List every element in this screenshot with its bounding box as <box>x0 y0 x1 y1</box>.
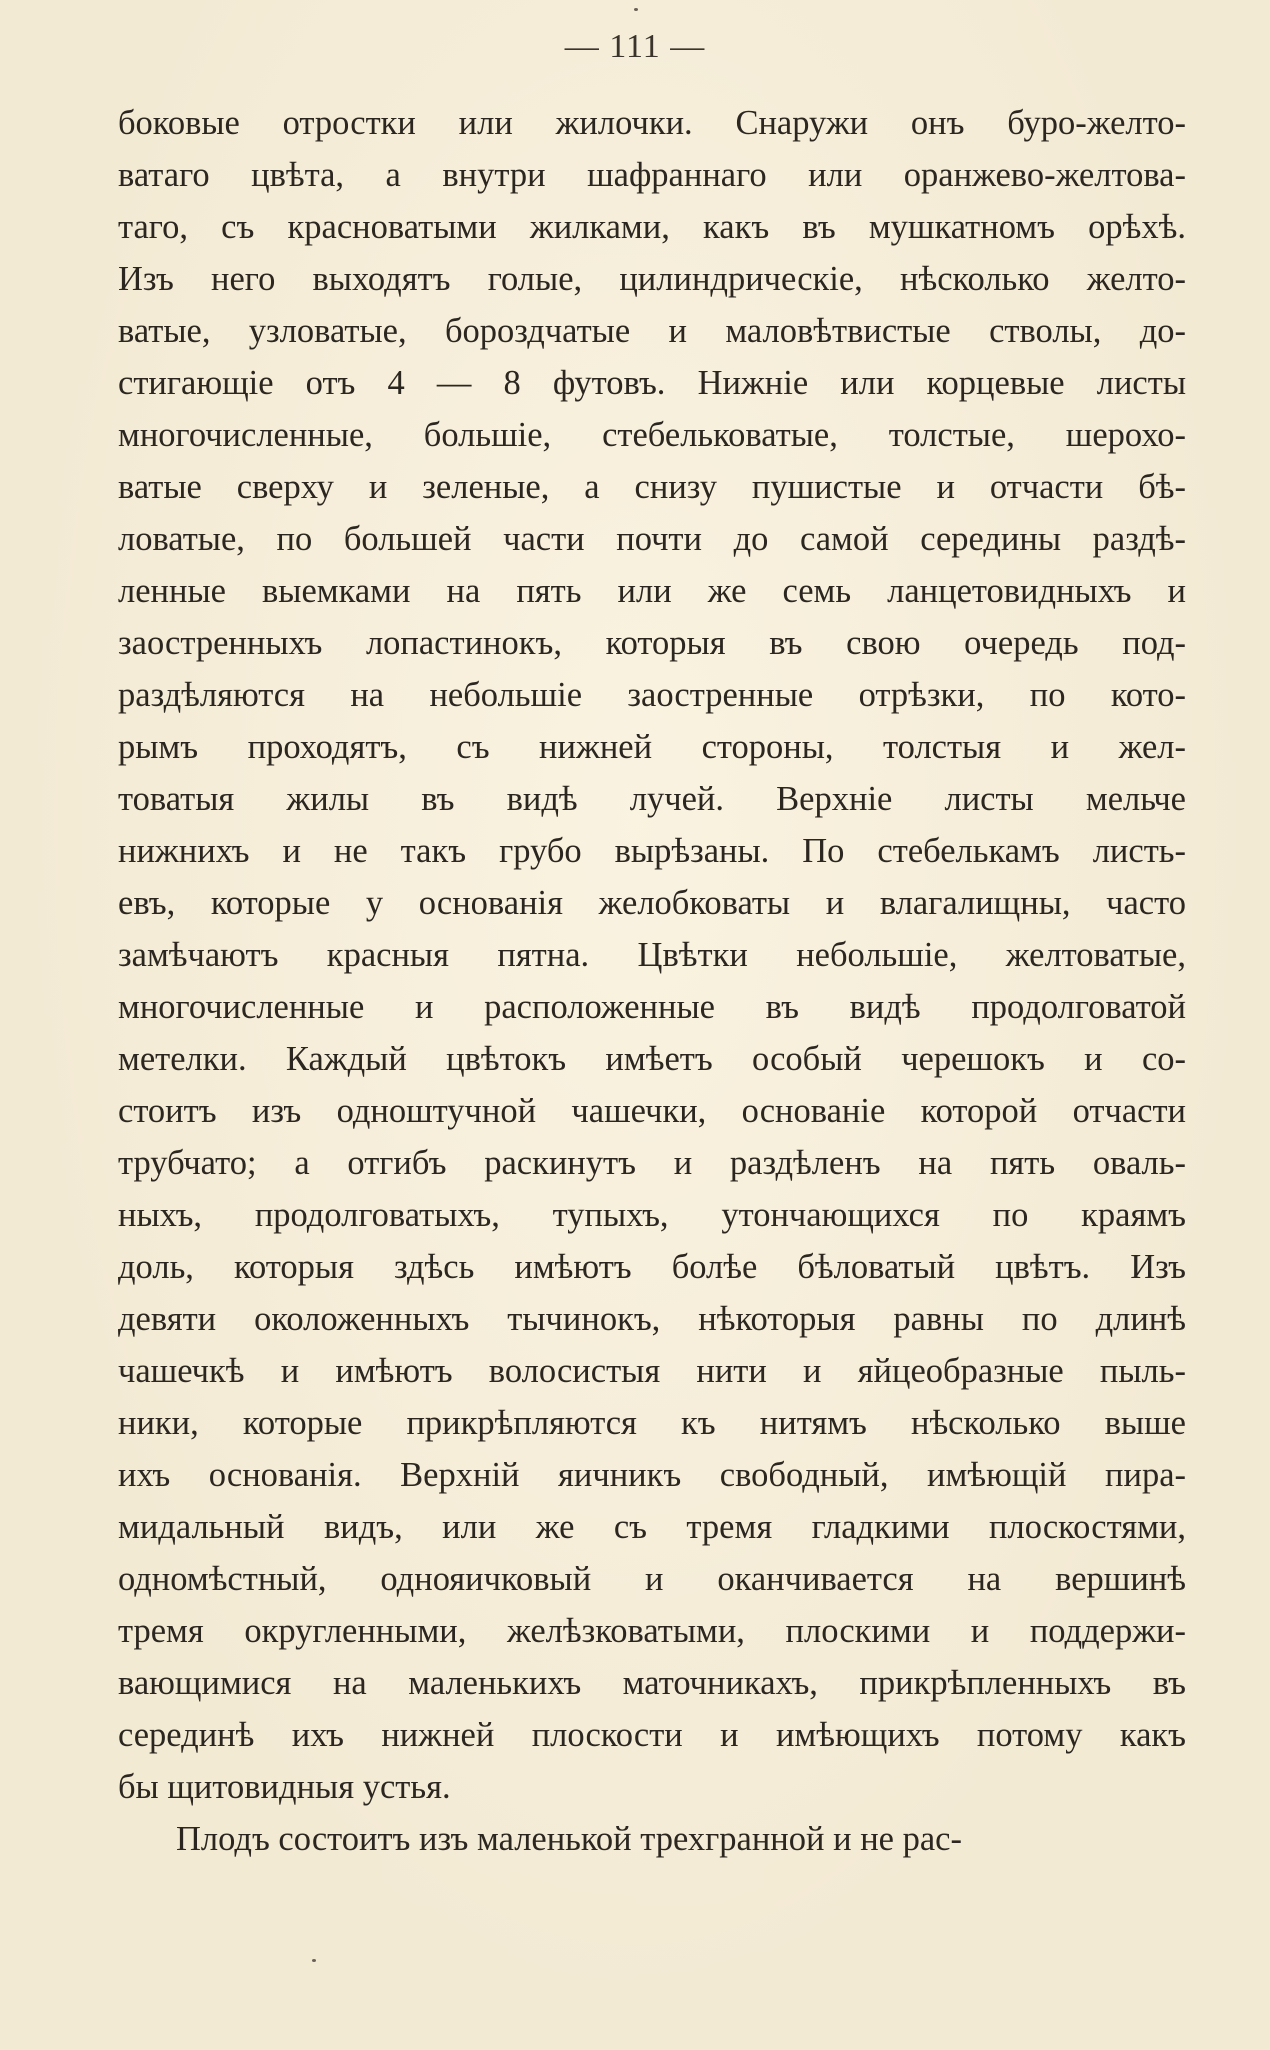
text-line: ватые сверху и зеленые, а снизу пушистые и отчасти бѣ- <box>118 468 1186 506</box>
text-line: вающимися на маленькихъ маточникахъ, прикрѣпленныхъ въ <box>118 1664 1186 1702</box>
body-text <box>118 97 1186 1865</box>
text-line: товатыя жилы въ видѣ лучей. Верхніе листы мельче <box>118 780 1186 818</box>
paragraph-end-line: бы щитовидныя устья. <box>118 1768 451 1806</box>
text-line: нижнихъ и не такъ грубо вырѣзаны. По стебелькамъ листь- <box>118 832 1186 870</box>
text-line: девяти околоженныхъ тычинокъ, нѣкоторыя равны по длинѣ <box>118 1300 1186 1338</box>
text-line: многочисленные, большіе, стебельковатые, толстые, шерохо- <box>118 416 1186 454</box>
text-line: метелки. Каждый цвѣтокъ имѣетъ особый черешокъ и со- <box>118 1040 1186 1078</box>
text-line: доль, которыя здѣсь имѣютъ болѣе бѣловатый цвѣтъ. Изъ <box>118 1248 1186 1286</box>
text-line: ватаго цвѣта, а внутри шафраннаго или оранжево-желтова- <box>118 156 1186 194</box>
text-line: ники, которые прикрѣпляются къ нитямъ нѣсколько выше <box>118 1404 1186 1442</box>
text-line: тремя округленными, желѣзковатыми, плоскими и поддержи- <box>118 1612 1186 1650</box>
print-speck <box>312 1959 316 1962</box>
text-line: трубчато; а отгибъ раскинутъ и раздѣленъ на пять оваль- <box>118 1144 1186 1182</box>
text-line: раздѣляются на небольшіе заостренные отрѣзки, по кото- <box>118 676 1186 714</box>
text-line: ватые, узловатые, бороздчатые и маловѣтвистые стволы, до- <box>118 312 1186 350</box>
text-line: ленные выемками на пять или же семь ланцетовидныхъ и <box>118 572 1186 610</box>
text-line: Изъ него выходятъ голые, цилиндрическіе, нѣсколько желто- <box>118 260 1186 298</box>
text-line: серединѣ ихъ нижней плоскости и имѣющихъ потому какъ <box>118 1716 1186 1754</box>
text-line: ихъ основанія. Верхній яичникъ свободный, имѣющій пира- <box>118 1456 1186 1494</box>
print-speck <box>634 8 638 11</box>
text-line: заостренныхъ лопастинокъ, которыя въ свою очередь под- <box>118 624 1186 662</box>
text-line: замѣчаютъ красныя пятна. Цвѣтки небольшіе, желтоватые, <box>118 936 1186 974</box>
text-line: стигающіе отъ 4 — 8 футовъ. Нижніе или корцевые листы <box>118 364 1186 402</box>
text-line: стоитъ изъ одноштучной чашечки, основаніе которой отчасти <box>118 1092 1186 1130</box>
text-line: рымъ проходятъ, съ нижней стороны, толстыя и жел- <box>118 728 1186 766</box>
page-number: — 111 — <box>564 28 706 65</box>
text-line: таго, съ красноватыми жилками, какъ въ мушкатномъ орѣхѣ. <box>118 208 1186 246</box>
text-line: чашечкѣ и имѣютъ волосистыя нити и яйцеобразные пыль- <box>118 1352 1186 1390</box>
text-line: ныхъ, продолговатыхъ, тупыхъ, утончающихся по краямъ <box>118 1196 1186 1234</box>
text-line: мидальный видъ, или же съ тремя гладкими плоскостями, <box>118 1508 1186 1546</box>
text-line: евъ, которые у основанія желобковаты и влагалищны, часто <box>118 884 1186 922</box>
text-line: боковые отростки или жилочки. Снаружи онъ буро-желто- <box>118 104 1186 142</box>
text-line: одномѣстный, однояичковый и оканчивается на вершинѣ <box>118 1560 1186 1598</box>
text-line: многочисленные и расположенные въ видѣ продолговатой <box>118 988 1186 1026</box>
text-line: ловатые, по большей части почти до самой середины раздѣ- <box>118 520 1186 558</box>
paragraph-start-line: Плодъ состоитъ изъ маленькой трехгранной и не рас- <box>176 1820 962 1858</box>
